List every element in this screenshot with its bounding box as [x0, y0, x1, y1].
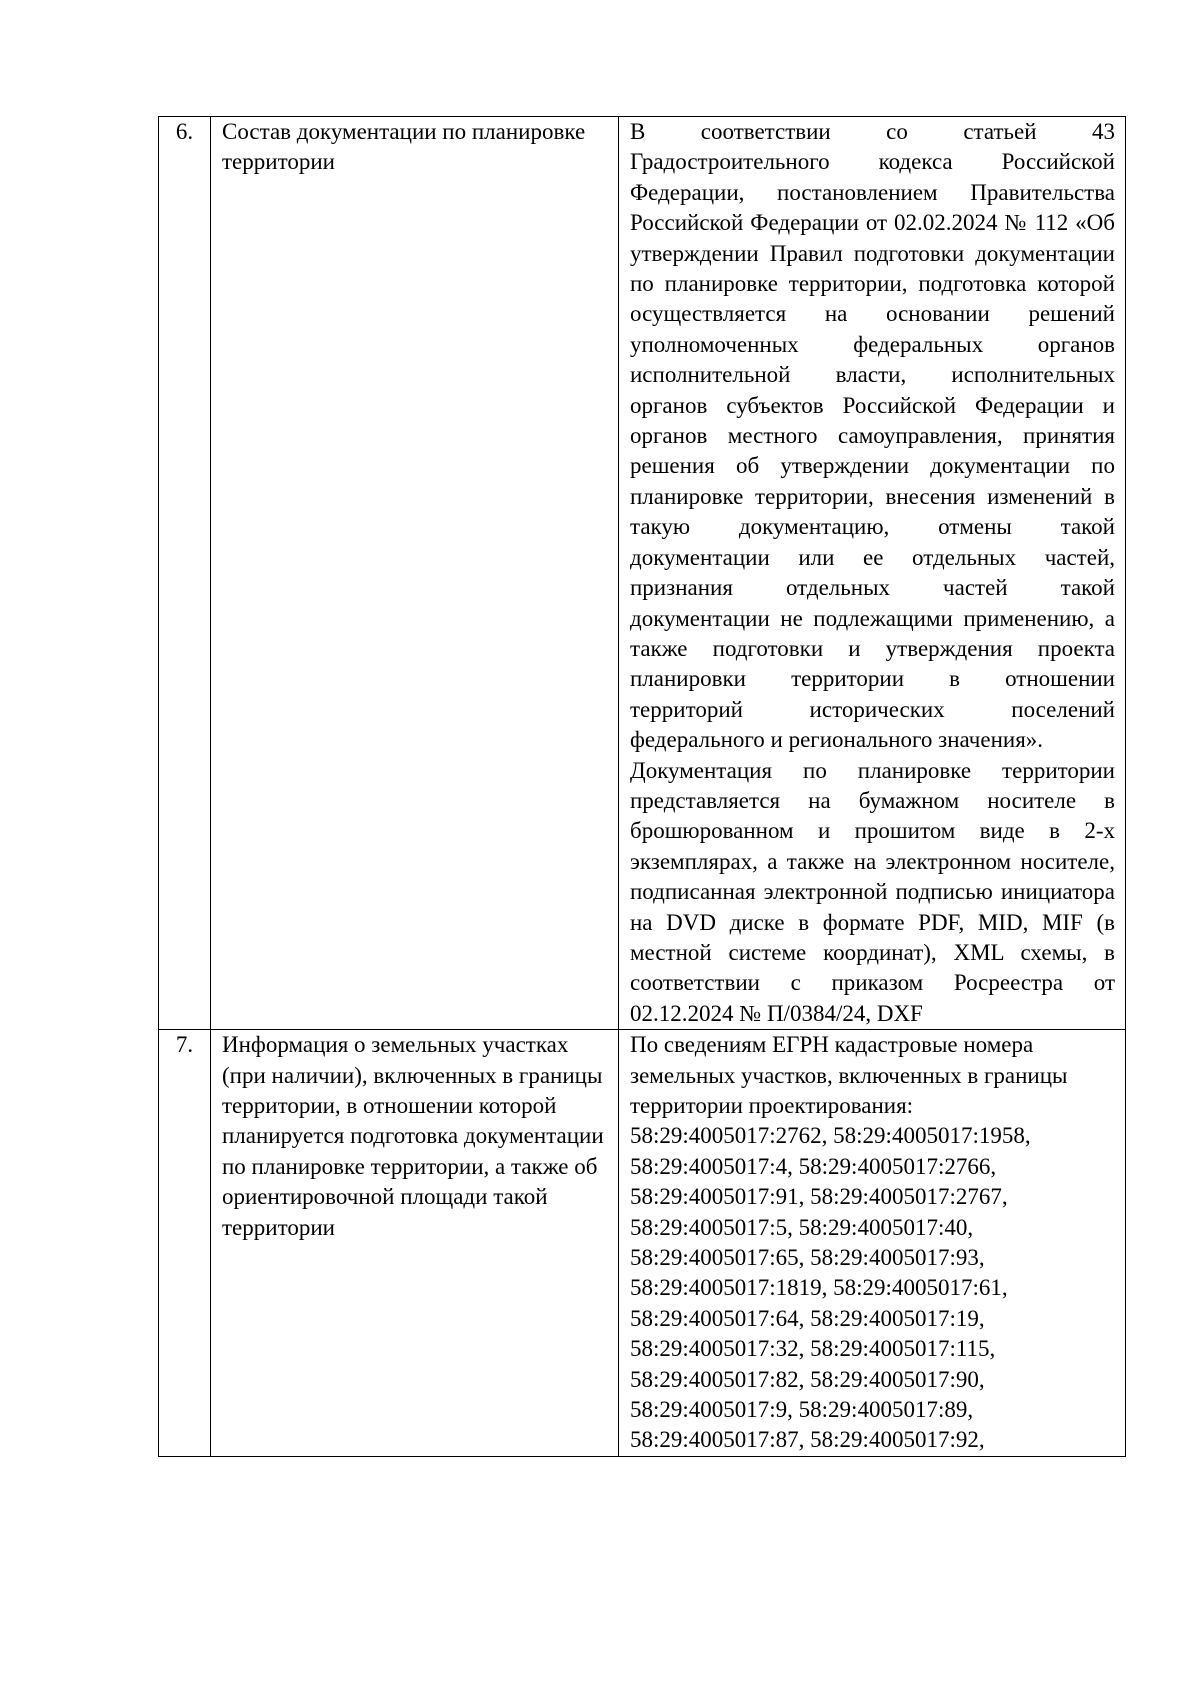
requirements-table [158, 116, 1126, 1457]
row-content [619, 117, 1126, 1030]
content-paragraph: Документация по планировке территории представляется на бумажном носителе в брошюрованном и прошитом виде в 2-х экземплярах, а также на электронном носителе, подписанная электронной подписью инициатора на DVD диске в формате PDF, MID, MIF (в местной системе координат), XML схемы, в соответствии с приказом Росреестра от 02.12.2024 № П/0384/24, DXF [630, 757, 1115, 1026]
row-label: Состав документации по планировке территории [211, 117, 619, 1030]
row-number: 7. [159, 1030, 211, 1457]
content-paragraph: В соответствии со статьей 43 Градостроительного кодекса Российской Федерации, постановлением Правительства Российской Федерации от 02.02.2024 № 112 «Об утверждении Правил подготовки документации по планировке территории, подготовка которой осуществляется на основании решений уполномоченных федеральных органов исполнительной власти, исполнительных органов субъектов Российской Федерации и органов местного самоуправления, принятия решения об утверждении документации по планировке территории, внесения изменений в такую документацию, отмены такой документации или ее отдельных частей, признания отдельных частей такой документации не подлежащими применению, а также подготовки и утверждения проекта планировки территории в отношении территорий исторических поселений федерального и регионального значения». [630, 119, 1115, 753]
row-number: 6. [159, 117, 211, 1030]
table-row [159, 1030, 1126, 1457]
content-paragraph: По сведениям ЕГРН кадастровые номера земельных участков, включенных в границы территории проектирования: 58:29:4005017:2762, 58:29:4005017:1958, 58:29:4005017:4, 58:29:4005017:2766, 58:29:4005017:91, 58:29:4005017:2767, 58:29:4005017:5, 58:29:4005017:40, 58:29:4005017:65, 58:29:4005017:93, 58:29:4005017:1819, 58:29:4005017:61, 58:29:4005017:64, 58:29:4005017:19, 58:29:4005017:32, 58:29:4005017:115, 58:29:4005017:82, 58:29:4005017:90, 58:29:4005017:9, 58:29:4005017:89, 58:29:4005017:87, 58:29:4005017:92, [630, 1032, 1068, 1453]
row-content [619, 1030, 1126, 1457]
table-row [159, 117, 1126, 1030]
row-label: Информация о земельных участках (при наличии), включенных в границы территории, в отношении которой планируется подготовка документации по планировке территории, а также об ориентировочной площади такой территории [211, 1030, 619, 1457]
